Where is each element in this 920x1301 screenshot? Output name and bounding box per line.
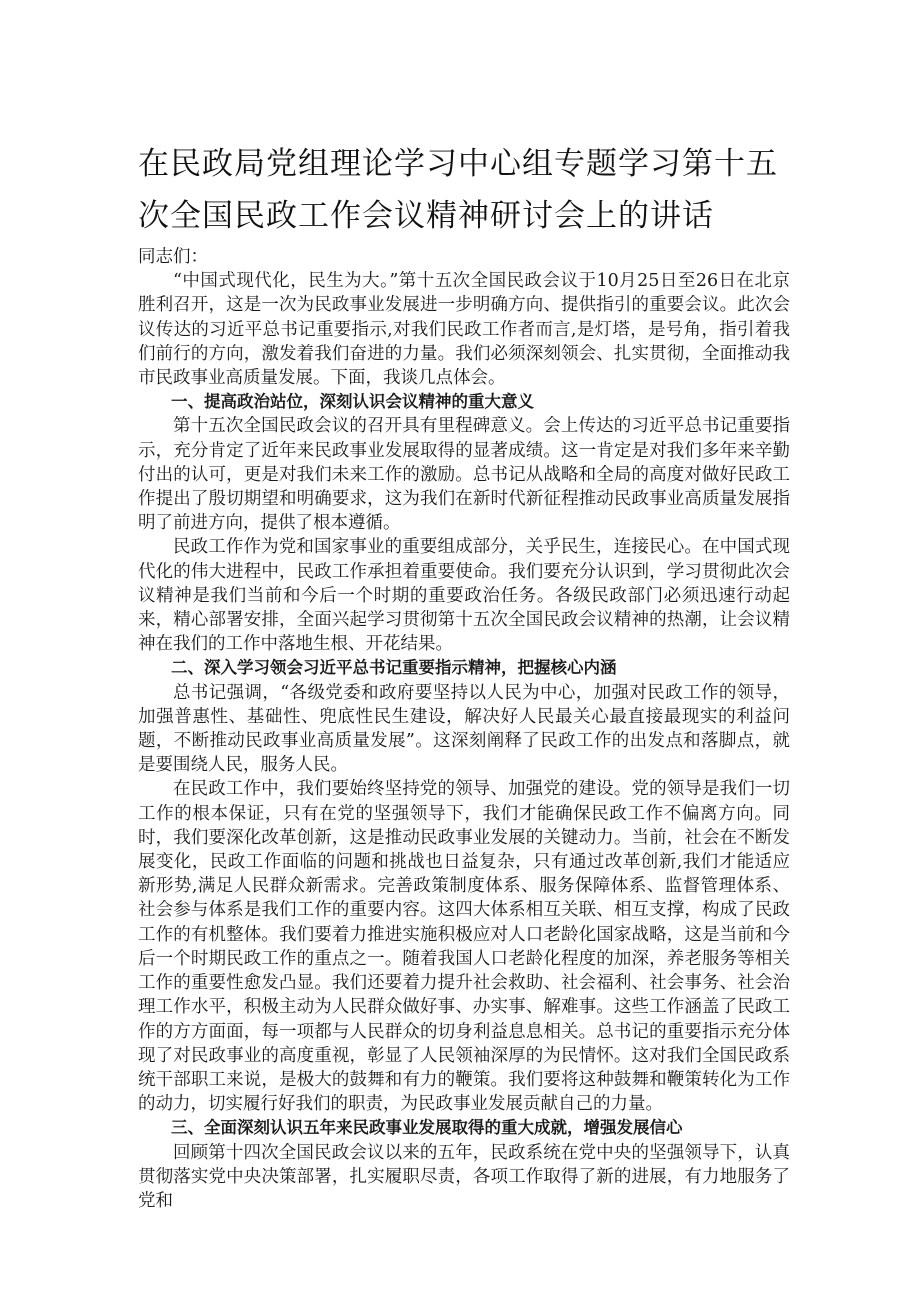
section-2-paragraph-1: 总书记强调，“各级党委和政府要坚持以人民为中心，加强对民政工作的领导，加强普惠性、基础性、兜底性民生建设，解决好人民最关心最直接最现实的利益问题，不断推动民政事业高质量发展”。这深刻阐释了民政工作的出发点和落脚点，就是要围绕人民，服务人民。 xyxy=(138,682,790,776)
document-body xyxy=(138,245,790,1213)
section-3-heading: 三、全面深刻认识五年来民政事业发展取得的重大成就，增强发展信心 xyxy=(171,1118,683,1138)
document-title: 在民政局党组理论学习中心组专题学习第十五次全国民政工作会议精神研讨会上的讲话 xyxy=(138,146,778,234)
section-2-paragraph-2: 在民政工作中，我们要始终坚持党的领导、加强党的建设。党的领导是我们一切工作的根本保证，只有在党的坚强领导下，我们才能确保民政工作不偏离方向。同时，我们要深化改革创新，这是推动民政事业发展的关键动力。当前，社会在不断发展变化，民政工作面临的问题和挑战也日益复杂，只有通过改革创新,我们才能适应新形势,满足人民群众新需求。完善政策制度体系、服务保障体系、监督管理体系、社会参与体系是我们工作的重要内容。这四大体系相互关联、相互支撑，构成了民政工作的有机整体。我们要着力推进实施积极应对人口老龄化国家战略，这是当前和今后一个时期民政工作的重点之一。随着我国人口老龄化程度的加深，养老服务等相关工作的重要性愈发凸显。我们还要着力提升社会救助、社会福利、社会事务、社会治理工作水平，积极主动为人民群众做好事、办实事、解难事。这些工作涵盖了民政工作的方方面面，每一项都与人民群众的切身利益息息相关。总书记的重要指示充分体现了对民政事业的高度重视，彰显了人民领袖深厚的为民情怀。这对我们全国民政系统干部职工来说，是极大的鼓舞和有力的鞭策。我们要将这种鼓舞和鞭策转化为工作的动力，切实履行好我们的职责，为民政事业发展贡献自己的力量。 xyxy=(138,779,790,1115)
section-1-paragraph-1: 第十五次全国民政会议的召开具有里程碑意义。会上传达的习近平总书记重要指示，充分肯定了近年来民政事业发展取得的显著成绩。这一肯定是对我们多年来辛勤付出的认可，更是对我们未来工作的激励。总书记从战略和全局的高度对做好民政工作提出了殷切期望和明确要求，这为我们在新时代新征程推动民政事业高质量发展指明了前进方向，提供了根本遵循。 xyxy=(138,416,790,534)
intro-paragraph: “中国式现代化，民生为大。”第十五次全国民政会议于10月25日至26日在北京胜利召开，这是一次为民政事业发展进一步明确方向、提供指引的重要会议。此次会议传达的习近平总书记重要指示,对我们民政工作者而言,是灯塔，是号角，指引着我们前行的方向，激发着我们奋进的力量。我们必须深刻领会、扎实贯彻，全面推动我市民政事业高质量发展。下面，我谈几点体会。 xyxy=(138,271,790,389)
section-1-paragraph-2: 民政工作作为党和国家事业的重要组成部分，关乎民生，连接民心。在中国式现代化的伟大进程中，民政工作承担着重要使命。我们要充分认识到，学习贯彻此次会议精神是我们当前和今后一个时期的重要政治任务。各级民政部门必须迅速行动起来，精心部署安排，全面兴起学习贯彻第十五次全国民政会议精神的热潮，让会议精神在我们的工作中落地生根、开花结果。 xyxy=(138,537,790,655)
section-1-heading: 一、提高政治站位，深刻认识会议精神的重大意义 xyxy=(171,392,534,412)
section-2-heading: 二、深入学习领会习近平总书记重要指示精神，把握核心内涵 xyxy=(171,658,617,678)
section-3-paragraph-1: 回顾第十四次全国民政会议以来的五年，民政系统在党中央的坚强领导下，认真贯彻落实党中央决策部署，扎实履职尽责，各项工作取得了新的进展，有力地服务了党和 xyxy=(138,1142,790,1211)
salutation: 同志们： xyxy=(138,247,208,267)
